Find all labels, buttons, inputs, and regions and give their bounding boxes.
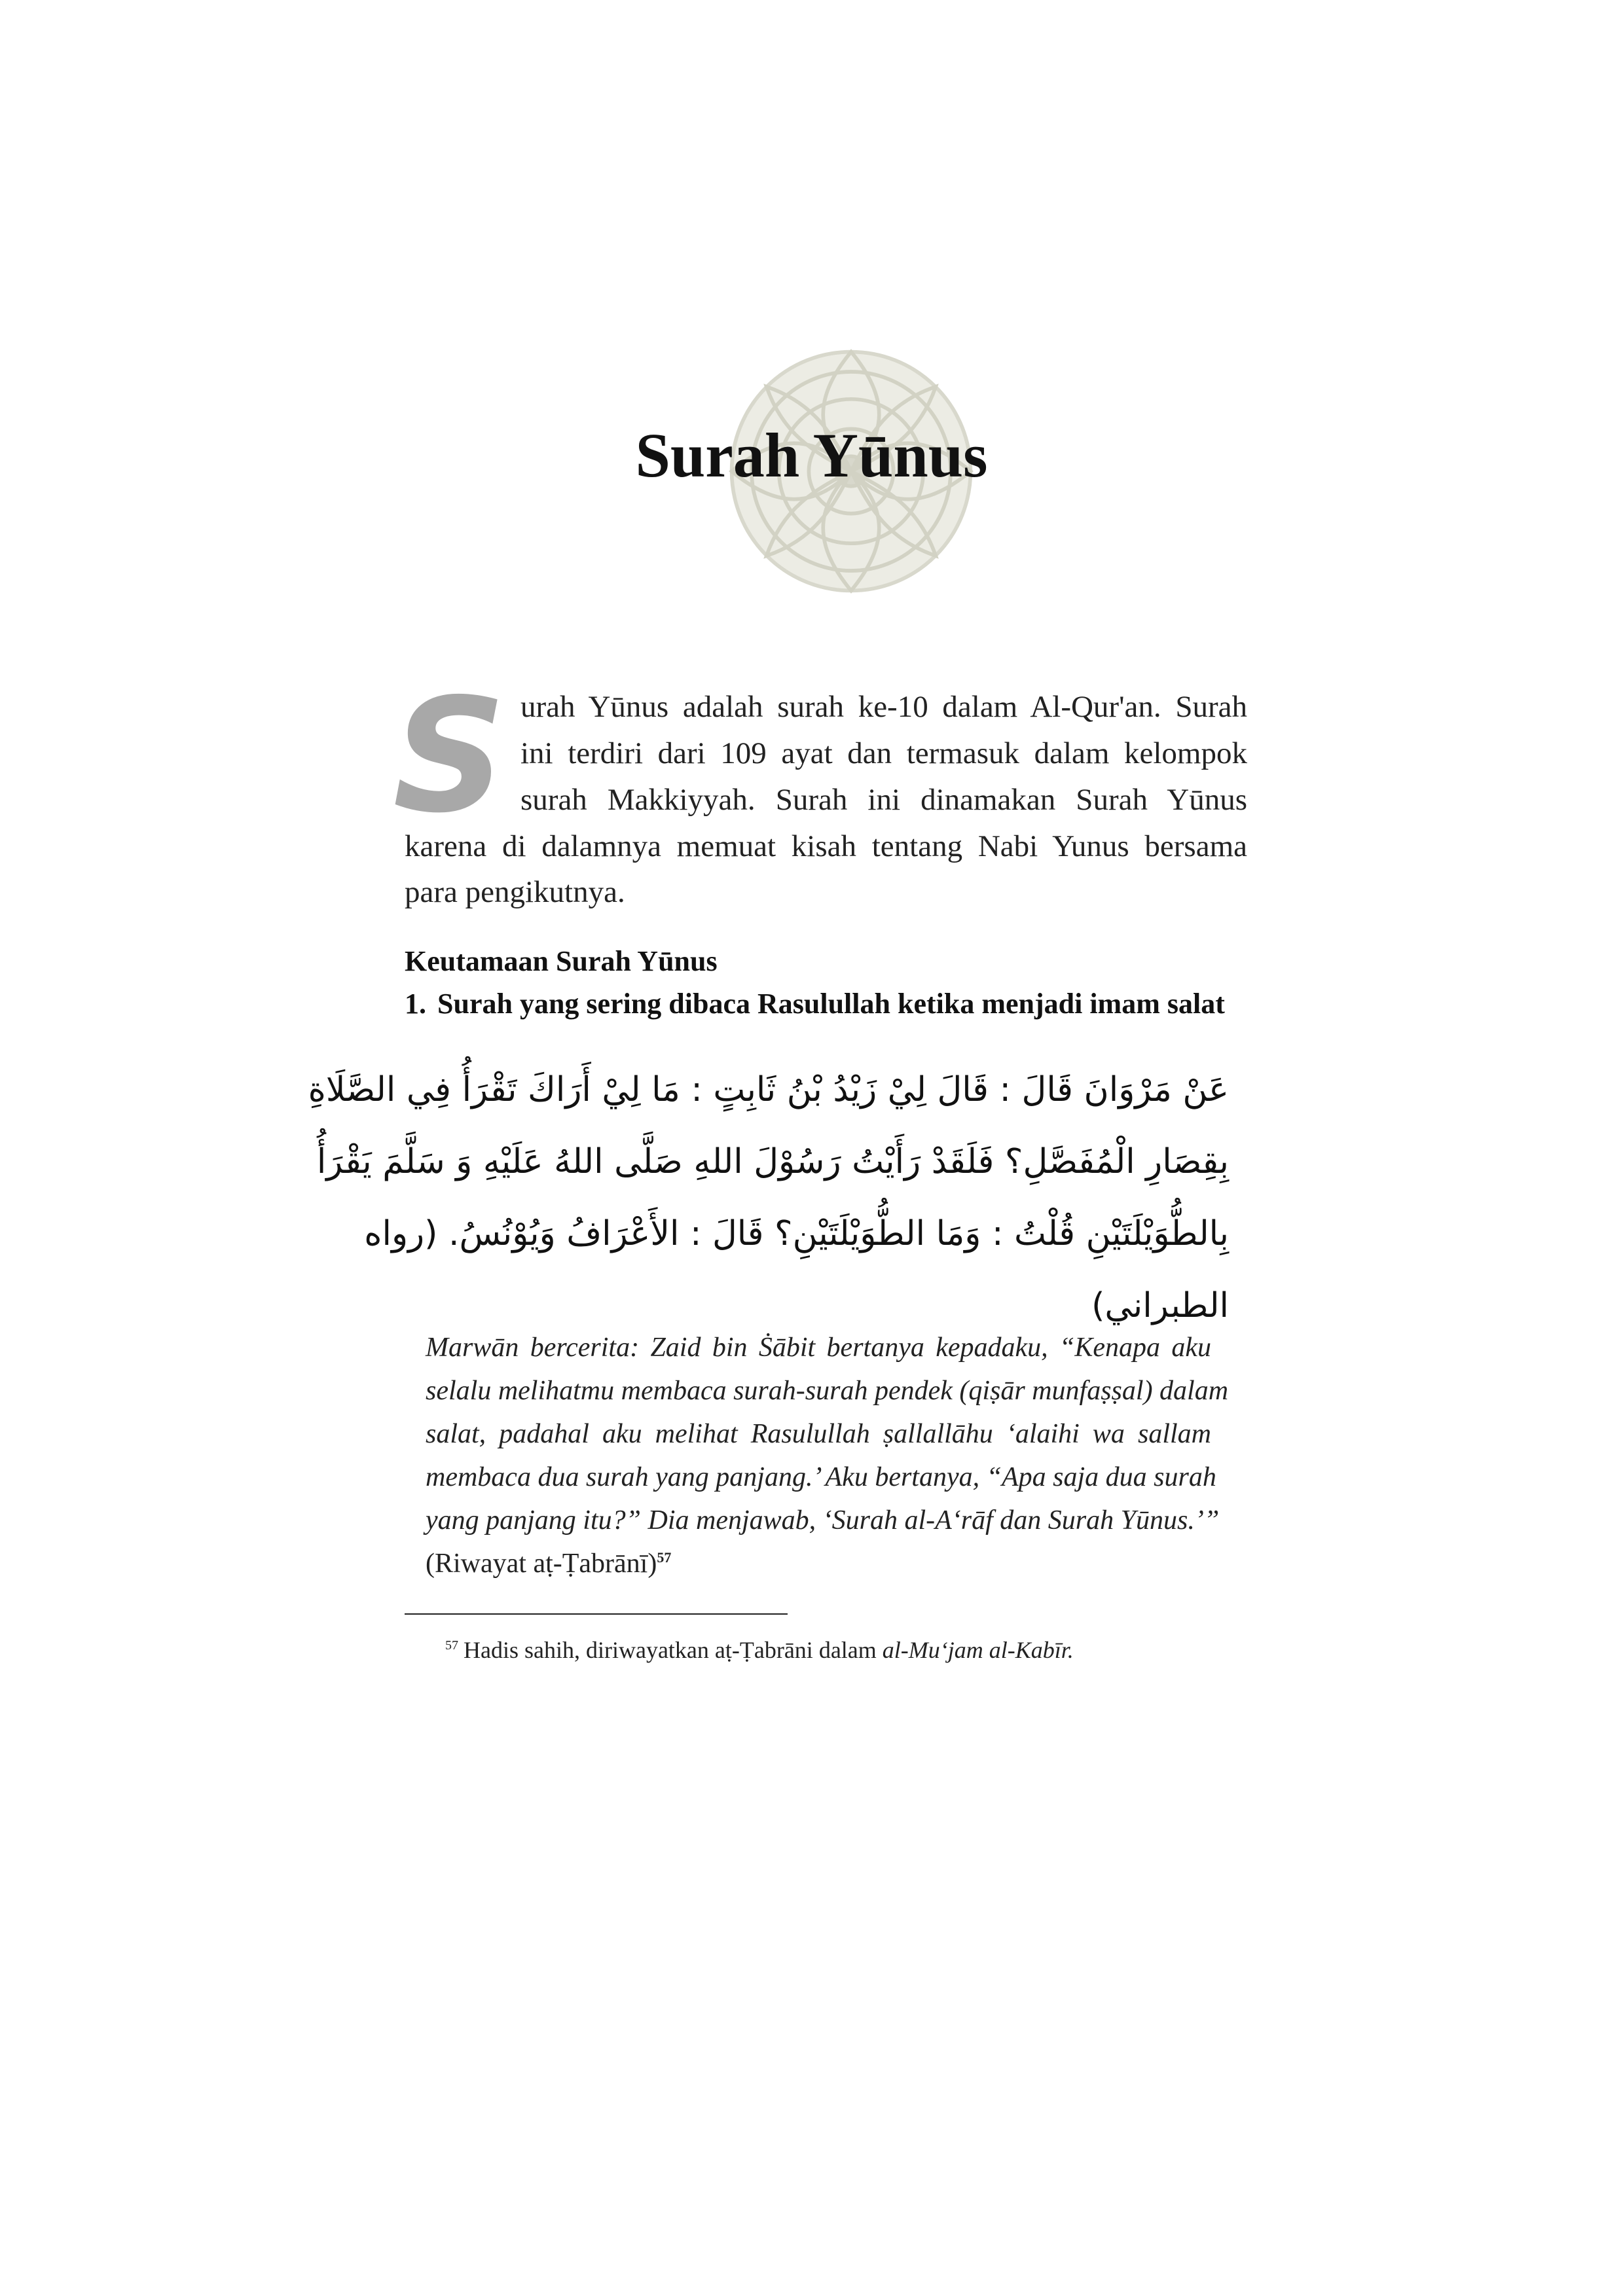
arabic-hadith-line: عَنْ مَرْوَانَ قَالَ : قَالَ لِيْ زَيْدُ بْنُ ثَابِتٍ : مَا لِيْ أَرَاكَ تَقْرَأُ فِي الصَّلَاةِ (308, 1070, 1229, 1109)
drop-cap: S (393, 664, 506, 848)
intro-line: para pengikutnya. (405, 875, 625, 909)
footnote-divider (405, 1613, 788, 1615)
footnote-number: 57 (445, 1638, 458, 1653)
page-title: Surah Yūnus (635, 420, 988, 490)
arabic-hadith-line: بِالطُّوَيْلَتَيْنِ قُلْتُ : وَمَا الطُّوَيْلَتَيْنِ؟ قَالَ : الأَعْرَافُ وَيُوْنُسُ. (رواه (364, 1214, 1229, 1253)
intro-line: urah Yūnus adalah surah ke-10 dalam Al-Qur'an. Surah (520, 690, 1247, 724)
footnote (445, 1636, 1074, 1664)
narration-source (426, 1548, 671, 1579)
translation-line: yang panjang itu?” Dia menjawab, ‘Surah al-A‘rāf dan Surah Yūnus.’” (426, 1505, 1220, 1535)
footnote-text: Hadis sahih, diriwayatkan aṭ-Ṭabrāni dalam (464, 1637, 877, 1663)
arabic-hadith-line: الطبراني) (1091, 1286, 1229, 1325)
footnote-reference[interactable]: 57 (657, 1549, 672, 1566)
translation-line: salat, padahal aku melihat Rasulullah ṣallallāhu ‘alaihi wa sallam (426, 1419, 1211, 1449)
translation-line: membaca dua surah yang panjang.’ Aku bertanya, “Apa saja dua surah (426, 1462, 1216, 1492)
translation-line: selalu melihatmu membaca surah-surah pendek (qiṣār munfaṣṣal) dalam (426, 1376, 1229, 1406)
intro-line: surah Makkiyyah. Surah ini dinamakan Surah Yūnus (520, 783, 1247, 817)
arabic-hadith-line: بِقِصَارِ الْمُفَصَّلِ؟ فَلَقَدْ رَأَيْتُ رَسُوْلَ اللهِ صَلَّى اللهُ عَلَيْهِ وَ سَلَّمَ يَقْرَأُ (316, 1142, 1229, 1181)
narration-text: (Riwayat aṭ-Ṭabrānī) (426, 1549, 657, 1579)
section-heading: Keutamaan Surah Yūnus (405, 945, 718, 977)
point-number: 1. (405, 988, 426, 1020)
point-text: Surah yang sering dibaca Rasulullah ketika menjadi imam salat (437, 988, 1225, 1020)
footnote-source: al-Mu‘jam al-Kabīr. (882, 1637, 1074, 1663)
intro-line: karena di dalamnya memuat kisah tentang Nabi Yunus bersama (405, 829, 1247, 863)
intro-line: ini terdiri dari 109 ayat dan termasuk dalam kelompok (520, 736, 1247, 770)
translation-line: Marwān bercerita: Zaid bin Ṡābit bertanya kepadaku, “Kenapa aku (426, 1333, 1211, 1363)
